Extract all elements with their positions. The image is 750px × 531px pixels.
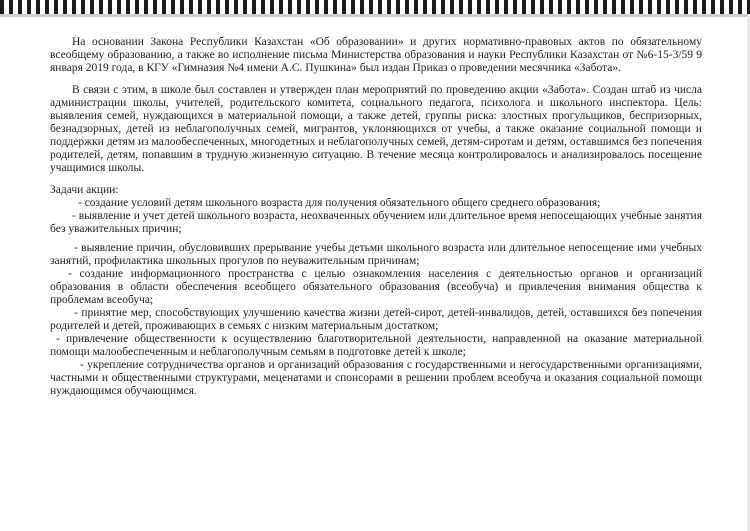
- intro-paragraph: На основании Закона Республики Казахстан «Об образовании» и других нормативно-правовых актов по обязательному всеобщему образованию, а также во исполнение письма Министерства образования и науки Республики Казахстан от №6-15-3/59 9 января 2019 года, в КГУ «Гимназия №4 имени А.С. Пушкина» был издан Приказ о проведении месячника «Забота».: [50, 36, 702, 74]
- task-item: - создание условий детям школьного возраста для получения обязательного общего среднего образования;: [78, 197, 601, 209]
- task-item: - укрепление сотрудничества органов и организаций образования с государственными и негосударственными организациями, частными и общественными структурами, меценатами и спонсорами в решении проблем всеобуча и оказания социальной помощи нуждающимся обучающимся.: [50, 359, 702, 397]
- plan-paragraph: В связи с этим, в школе был составлен и утвержден план мероприятий по проведению акции «Забота». Создан штаб из числа администрации школы, учителей, родительского комитета, социального педагога, психолога и школьного инспектора. Цель: выявления семей, нуждающихся в материальной помощи, а также детей, группы риска: злостных прогульщиков, беспризорных, безнадзорных, детей из неблагополучных семей, мигрантов, уклоняющихся от учебы, а также оказание социальной помощи и поддержки детям из малообеспеченных, многодетных и неблагополучных семей, детям-сиротам и детям, оставшимся без попечения родителей, детям, попавшим в трудную жизненную ситуацию. В течение месяца контролировалось и анализировалось посещение учащимися школы.: [50, 84, 702, 174]
- tasks-heading: Задачи акции:: [50, 184, 119, 196]
- spiral-binding: [0, 0, 750, 14]
- task-item: - принятие мер, способствующих улучшению качества жизни детей-сирот, детей-инвалидов, детей, оставшихся без попечения родителей и детей, проживающих в семьях с низким материальным достатком;: [50, 307, 702, 332]
- task-item: - выявление и учет детей школьного возраста, неохваченных обучением или длительное время непосещающих учебные занятия без уважительных причин;: [50, 210, 702, 235]
- task-item: - создание информационного пространства с целью ознакомления населения с деятельностью органов и организаций образования в области обеспечения всеобщего обязательного образования (всеобуча) и привлечения внимания общества к проблемам всеобуча;: [50, 268, 702, 306]
- document-page: [50, 36, 702, 398]
- task-item: - выявление причин, обусловивших прерывание учебы детьми школьного возраста или длительное непосещение ими учебных занятий, профилактика школьных прогулов по неуважительным причинам;: [50, 242, 702, 267]
- task-item: - привлечение общественности к осуществлению благотворительной деятельности, направленной на оказание материальной помощи малообеспеченным и неблагополучным семьям в подготовке детей к школе;: [50, 333, 702, 358]
